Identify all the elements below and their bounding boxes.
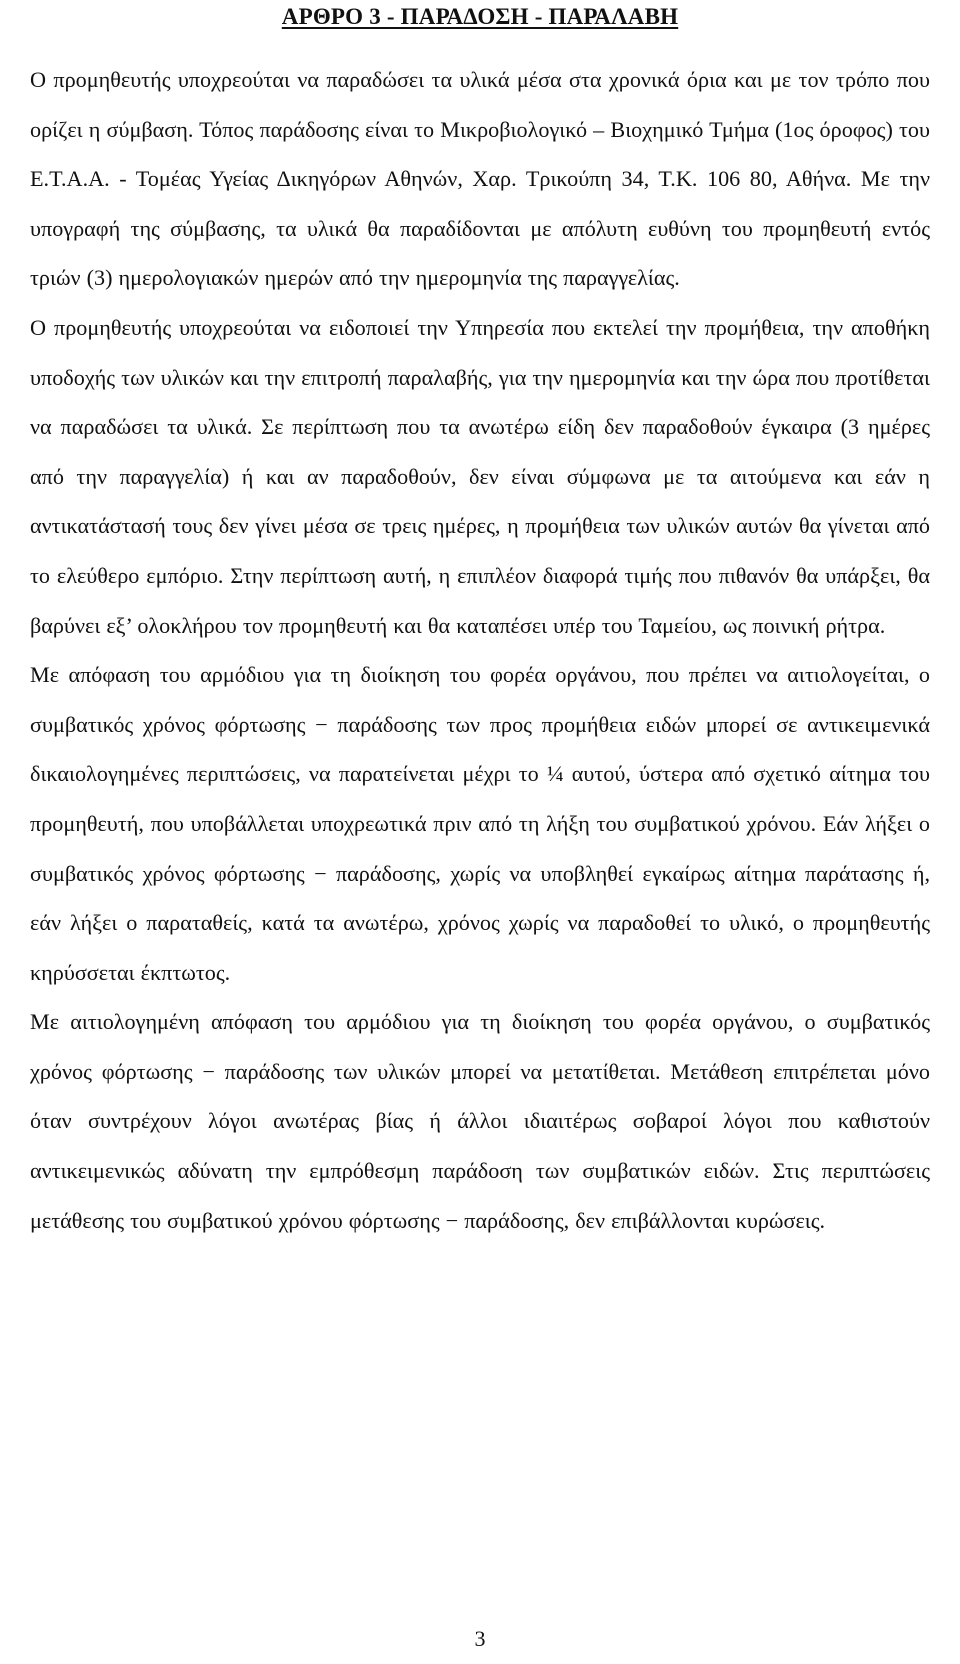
paragraph-delivery-place: Ο προμηθευτής υποχρεούται να παραδώσει τα υλικά μέσα στα χρονικά όρια και με τον τρόπο που ορίζει η σύμβαση. Τόπος παράδοσης είναι το Μικροβιολογικό – Βιοχημικό Τμήμα (1ος όροφος) του Ε.Τ.Α.Α. - Τομέας Υγείας Δικηγόρων Αθηνών, Χαρ. Τρικούπη 34, Τ.Κ. 106 80, Αθήνα. Με την υπογραφή της σύμβασης, τα υλικά θα παραδίδονται με απόλυτη ευθύνη του προμηθευτή εντός τριών (3) ημερολογιακών ημερών από την ημερομηνία της παραγγελίας. [30, 67, 930, 291]
document-page [30, 0, 930, 1245]
paragraph-deadline-extension: Με απόφαση του αρμόδιου για τη διοίκηση του φορέα οργάνου, που πρέπει να αιτιολογείται, ο συμβατικός χρόνος φόρτωσης − παράδοσης των προς προμήθεια ειδών μπορεί σε αντικειμενικά δικαιολογημένες περιπτώσεις, να παρατείνεται μέχρι το ¼ αυτού, ύστερα από σχετικό αίτημα του προμηθευτή, που υποβάλλεται υποχρεωτικά πριν από τη λήξη του συμβατικού χρόνου. Εάν λήξει ο συμβατικός χρόνος φόρτωσης − παράδοσης, χωρίς να υποβληθεί εγκαίρως αίτημα παράτασης ή, εάν λήξει ο παραταθείς, κατά τα ανωτέρω, χρόνος χωρίς να παραδοθεί το υλικό, ο προμηθευτής κηρύσσεται έκπτωτος. [30, 662, 930, 985]
page-number: 3 [474, 1626, 486, 1651]
paragraph-deadline-postponement: Με αιτιολογημένη απόφαση του αρμόδιου για τη διοίκηση του φορέα οργάνου, ο συμβατικός χρόνος φόρτωσης − παράδοσης των υλικών μπορεί να μετατίθεται. Μετάθεση επιτρέπεται μόνο όταν συντρέχουν λόγοι ανωτέρας βίας ή άλλοι ιδιαιτέρως σοβαροί λόγοι που καθιστούν αντικειμενικώς αδύνατη την εμπρόθεσμη παράδοση των συμβατικών ειδών. Στις περιπτώσεις μετάθεσης του συμβατικού χρόνου φόρτωσης − παράδοσης, δεν επιβάλλονται κυρώσεις. [30, 1009, 930, 1233]
paragraph-supplier-notification: Ο προμηθευτής υποχρεούται να ειδοποιεί την Υπηρεσία που εκτελεί την προμήθεια, την αποθήκη υποδοχής των υλικών και την επιτροπή παραλαβής, για την ημερομηνία και την ώρα που προτίθεται να παραδώσει τα υλικά. Σε περίπτωση που τα ανωτέρω είδη δεν παραδοθούν έγκαιρα (3 ημέρες από την παραγγελία) ή και αν παραδοθούν, δεν είναι σύμφωνα με τα αιτούμενα και εάν η αντικατάστασή τους δεν γίνει μέσα σε τρεις ημέρες, η προμήθεια των υλικών αυτών θα γίνεται από το ελεύθερο εμπόριο. Στην περίπτωση αυτή, η επιπλέον διαφορά τιμής που πιθανόν θα υπάρξει, θα βαρύνει εξ’ ολοκλήρου τον προμηθευτή και θα καταπέσει υπέρ του Ταμείου, ως ποινική ρήτρα. [30, 314, 930, 638]
article-heading: ΑΡΘΡΟ 3 - ΠΑΡΑΔΟΣΗ - ΠΑΡΑΛΑΒΗ [281, 4, 679, 29]
